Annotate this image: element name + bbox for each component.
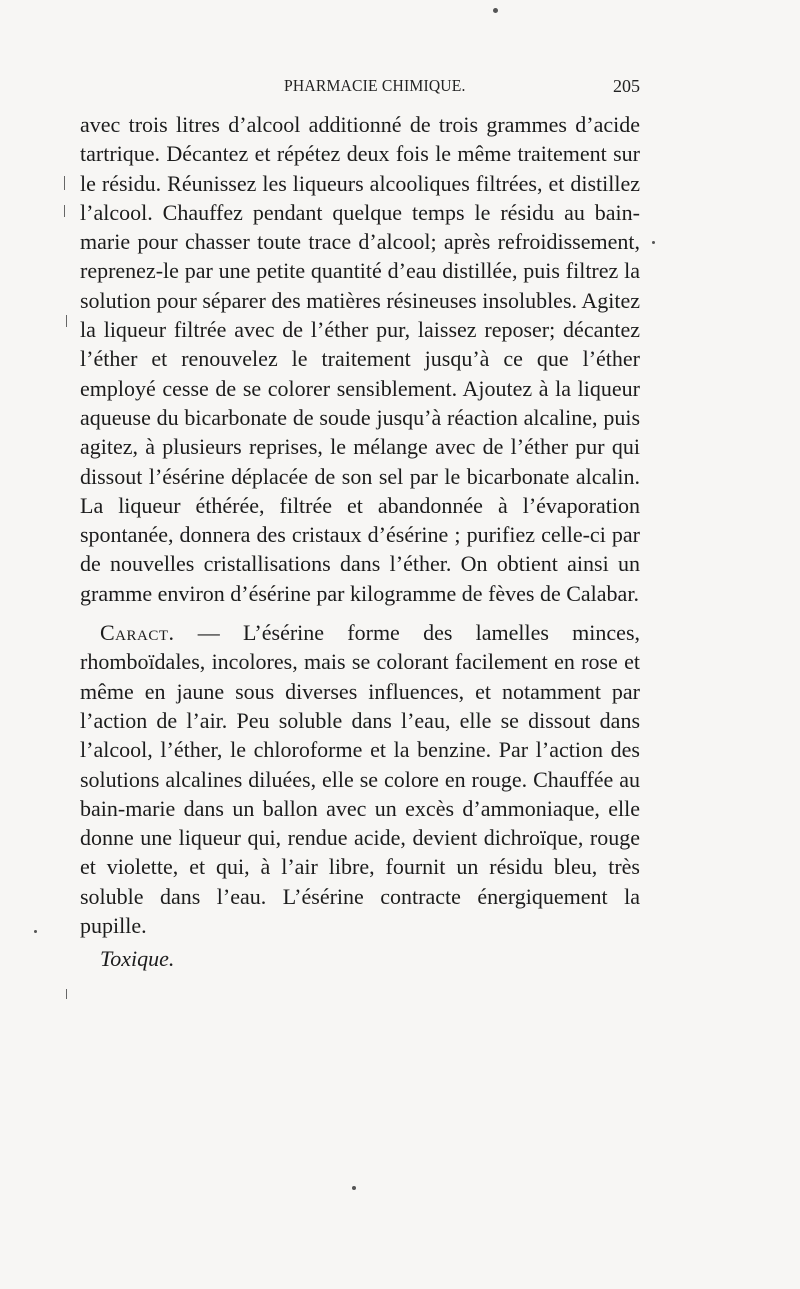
caract-label: Caract.: [100, 620, 175, 646]
paragraph-1: avec trois litres d’alcool additionné de trois grammes d’acide tartrique. Décantez et répétez deux fois le même traitement sur le résidu. Réunissez les liqueurs alcooliques filtrées, et distillez l’alcool. Chauffez pendant quelque temps le résidu au bain-marie pour chasser toute trace d’alcool; après refroidissement, reprenez-le par une petite quantité d’eau distillée, puis filtrez la solution pour séparer des matières résineuses insolubles. Agitez la liqueur filtrée avec de l’éther pur, laissez reposer; décantez l’éther et renouvelez le traitement jusqu’à ce que l’éther employé cesse de se colorer sensiblement. Ajoutez à la liqueur aqueuse du bicarbonate de soude jusqu’à réaction alcaline, puis agitez, à plusieurs reprises, le mélange avec de l’éther pur qui dissout l’ésérine déplacée de son sel par le bicarbonate alcalin. La liqueur éthérée, filtrée et abandonnée à l’évaporation spontanée, donnera des cristaux d’ésérine ; purifiez celle-ci par de nouvelles cristallisations dans l’éther. On obtient ainsi un gramme environ d’ésérine par kilogramme de fèves de Calabar.: [80, 112, 640, 606]
margin-tick-4: [66, 989, 67, 999]
page-header: [80, 76, 640, 98]
margin-tick-3: [66, 315, 67, 327]
body-text: [80, 110, 640, 974]
running-title: PHARMACIE CHIMIQUE.: [284, 76, 466, 95]
scan-speck-top: [493, 8, 498, 13]
scan-speck-right: [652, 241, 655, 244]
margin-tick-2: [64, 205, 65, 217]
scan-speck-bottom: [352, 1186, 356, 1190]
paragraph-2: [80, 618, 640, 940]
page-number: 205: [613, 76, 640, 96]
margin-tick-1: [64, 176, 65, 190]
toxique-note: Toxique.: [100, 946, 175, 972]
scan-speck-margin: [34, 930, 37, 933]
paragraph-2-text: — L’ésérine forme des lamelles minces, rhomboïdales, incolores, mais se colorant facilement en rose et même en jaune sous diverses influences, et notamment par l’action de l’air. Peu soluble dans l’eau, elle se dissout dans l’alcool, l’éther, le chloroforme et la benzine. Par l’action des solutions alcalines diluées, elle se colore en rouge. Chauffée au bain-marie dans un ballon avec un excès d’ammoniaque, elle donne une liqueur qui, rendue acide, devient dichroïque, rouge et violette, et qui, à l’air libre, fournit un résidu bleu, très soluble dans l’eau. L’ésérine contracte énergiquement la pupille.: [80, 620, 640, 939]
